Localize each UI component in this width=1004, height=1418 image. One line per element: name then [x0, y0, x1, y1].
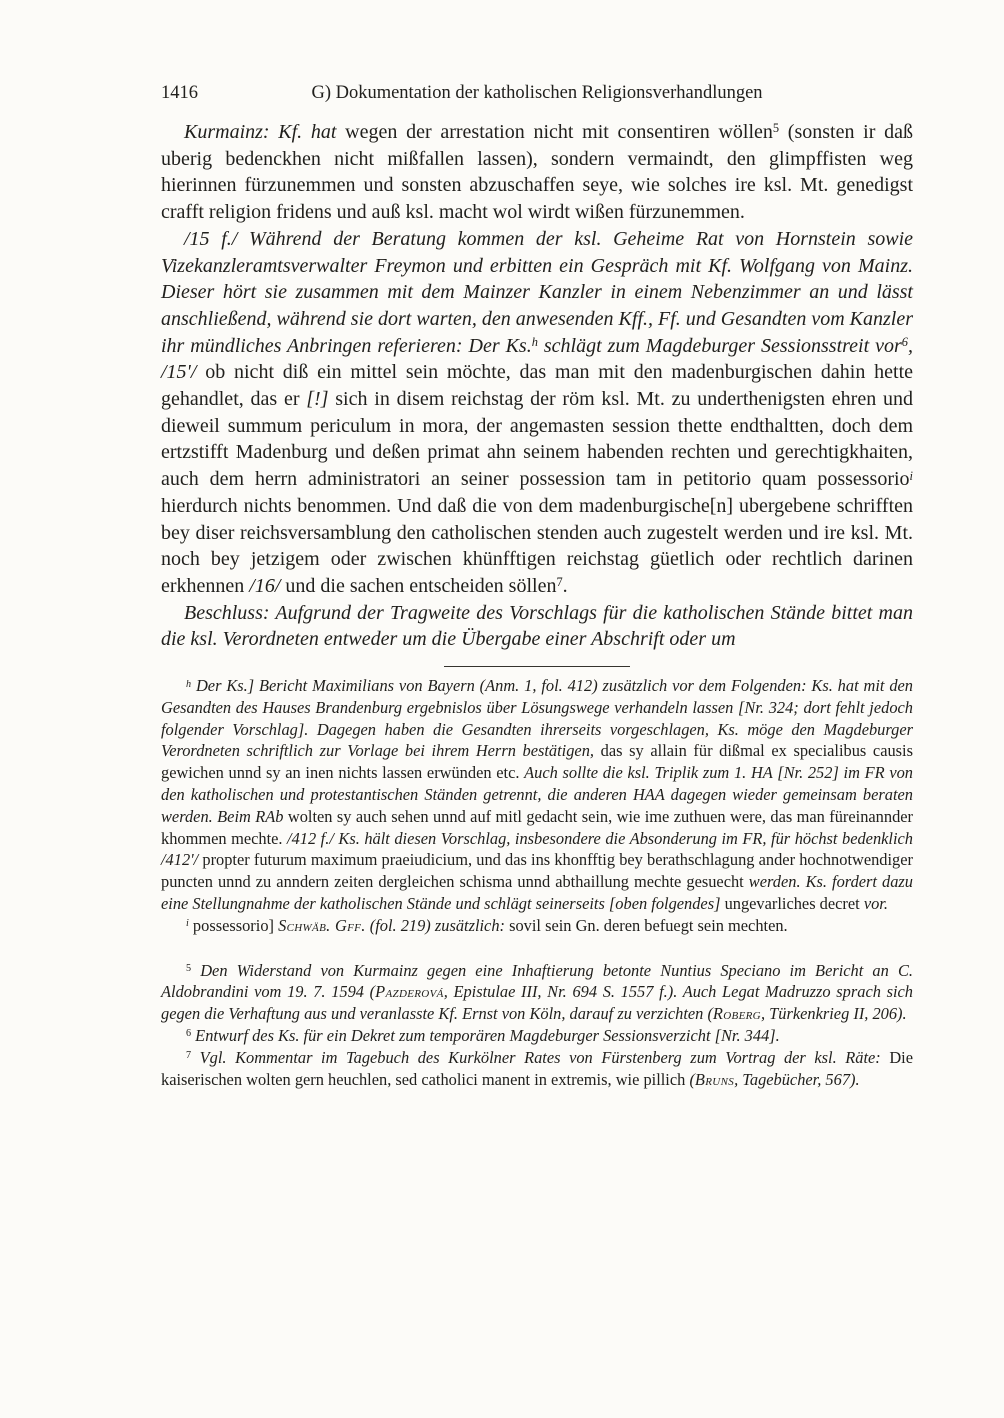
critical-note-h: $^h$ Der Ks.] Bericht Maximilians von Bayern (Anm. 1, fol. 412) zusätzlich vor dem Folgenden: Ks. hat mit den Gesandten des Hauses Brandenburg ergebnislos über Lösungswege verhandeln lassen [Nr. 324; dort fehlt jedoch folgender Vorschlag]. Dagegen haben die Gesandten ihrerseits vorgeschlagen, Ks. möge den Magdeburger Verordneten schriftlich zur Vorlage bei ihrem Herrn bestätigen, das sy allain für dißmal ex specialibus causis gewichen unnd sy an inen nichts lassen erwünden etc. Auch sollte die ksl. Triplik zum 1. HA [Nr. 252] im FR von den katholischen und protestantischen Ständen getrennt, die anderen HAA dagegen wieder gemeinsam beraten werden. Beim RAb wolten sy auch sehen unnd auf mitl gedacht sein, wie ime zuthuen were, das man füreinannder khommen mechte. /412 f./ Ks. hält diesen Vorschlag, insbesondere die Absonderung im FR, für höchst bedenklich /412'/ propter futurum maximum praeiudicium, und das ins khonfftig bey berathschlagung ander hochnotwendiger puncten unnd zu anndern zeiten dergleichen schisma unnd abthaillung mechte gesuecht werden. Ks. fordert dazu eine Stellungnahme der katholischen Stände und schlägt seinerseits [oben folgendes] ungevarliches decret vor. — [161, 676, 913, 914]
page-number: 1416 — [161, 83, 198, 103]
running-head: G) Dokumentation der katholischen Religionsverhandlungen — [311, 83, 763, 103]
footnote-separator — [444, 666, 630, 667]
paragraph-beratung-session-proposal: /15 f./ Während der Beratung kommen der ksl. Geheime Rat von Hornstein sowie Vizekanzleramtsverwalter Freymon und erbitten ein Gespräch mit Kf. Wolfgang von Mainz. Dieser hört sie zusammen mit dem Mainzer Kanzler in einem Nebenzimmer an und lässt anschließend, während sie dort warten, den anwesenden Kff., Ff. und Gesandten vom Kanzler ihr mündliches Anbringen referieren: Der Ks.$^h$ schlägt zum Magdeburger Sessionsstreit vor$^6$, /15'/ ob nicht diß ein mittel sein möchte, das man mit den madenburgischen dahin hette gehandlet, das er [!] sich in disem reichstag der röm ksl. Mt. zu underthenigsten ehren und dieweil summum periculum in mora, der angemasten session thette endthaltten, doch dem ertzstifft Madenburg und deßen primat ahn seinem habenden rechten und gerechtigkhaiten, auch dem herrn administratori an seiner possession tam in petitorio quam possessorio$^i$ hierdurch nichts benommen. Und daß die von dem madenburgische[n] ubergebene schrifften bey diser reichsversamblung den catholischen stenden auch zugestelt werden und ire ksl. Mt. noch bey jetzigem oder zwischen khünfftigen reichstag güetlich oder rechtlich darinen erkhennen /16/ und die sachen entscheiden söllen$^7$. — [161, 227, 914, 597]
footnotes-section — [161, 960, 913, 1091]
critical-apparatus — [161, 675, 913, 937]
text-column — [161, 82, 913, 1090]
footnote-5: $^5$ Den Widerstand von Kurmainz gegen eine Inhaftierung betonte Nuntius Speciano im Bericht an C. Aldobrandini vom 19. 7. 1594 (Pazderová, Epistulae III, Nr. 694 S. 1557 f.). Auch Legat Madruzzo sprach sich gegen die Verhaftung aus und veranlasste Kf. Ernst von Köln, darauf zu verzichten (Roberg, Türkenkrieg II, 206). — [161, 960, 913, 1024]
page-header — [161, 82, 913, 104]
paragraph-kurmainz-statement: Kurmainz: Kf. hat wegen der arrestation nicht mit consentiren wöllen$^5$ (sonsten ir daß uberig bedenckhen nicht mißfallen lassen), sondern vermaindt, den glimpffisten weg hierinnen fürzunemmen und sonsten abzuschaffen seye, wie solches ire ksl. Mt. genedigst crafft religion fridens und auß ksl. macht wol wirdt wißen fürzunemmen. — [161, 121, 913, 224]
main-text — [161, 119, 913, 653]
footnote-6: $^6$ Entwurf des Ks. für ein Dekret zum temporären Magdeburger Sessionsverzicht [Nr. 344]. — [186, 1026, 780, 1046]
paragraph-beschluss: Beschluss: Aufgrund der Tragweite des Vorschlags für die katholischen Stände bittet man die ksl. Verordneten entweder um die Übergabe einer Abschrift oder um — [161, 601, 913, 651]
footnote-7: $^7$ Vgl. Kommentar im Tagebuch des Kurkölner Rates von Fürstenberg zum Vortrag der ksl. Räte: Die kaiserischen wolten gern heuchlen, sed catholici manent in extremis, wie pillich (Bruns, Tagebücher, 567). — [161, 1047, 913, 1089]
critical-note-i: $^i$ possessorio] Schwäb. Gff. (fol. 219) zusätzlich: sovil sein Gn. deren befuegt sein mechten. — [186, 915, 788, 935]
